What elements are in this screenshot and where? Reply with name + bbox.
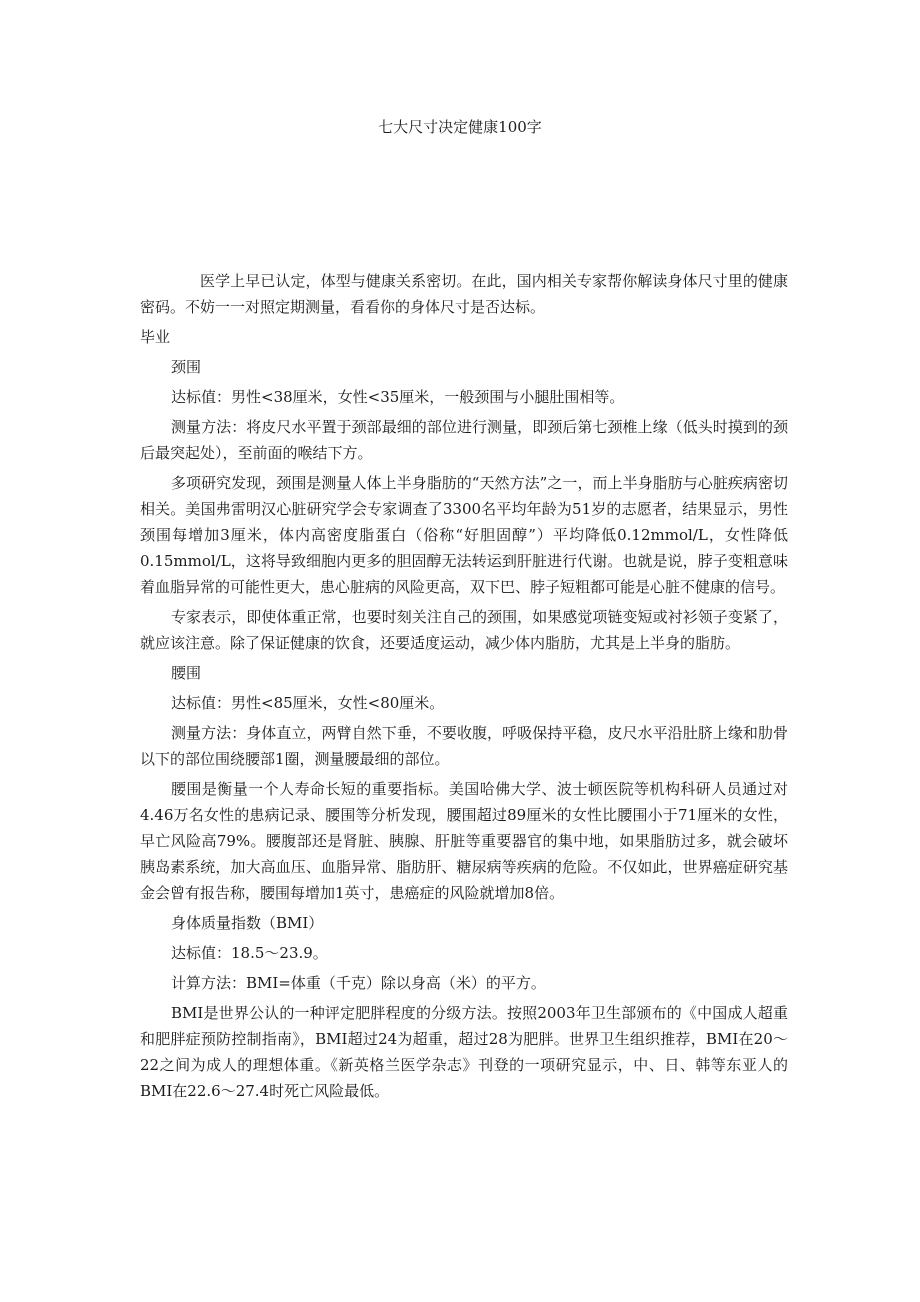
neck-heading: 颈围 <box>171 358 202 376</box>
waist-heading: 腰围 <box>171 664 202 682</box>
waist-method: 测量方法：身体直立，两臂自然下垂，不要收腹，呼吸保持平稳，皮尺水平沿肚脐上缘和肋骨以下的部位围绕腰部1圈，测量腰最细的部位。 <box>140 724 788 768</box>
intro-paragraph: 医学上早已认定，体型与健康关系密切。在此，国内相关专家帮你解读身体尺寸里的健康密码。不妨一一对照定期测量，看看你的身体尺寸是否达标。 <box>140 272 788 316</box>
bmi-method: 计算方法：BMI=体重（千克）除以身高（米）的平方。 <box>171 974 546 992</box>
waist-research: 腰围是衡量一个人寿命长短的重要指标。美国哈佛大学、波士顿医院等机构科研人员通过对4.46万名女性的患病记录、腰围等分析发现，腰围超过89厘米的女性比腰围小于71厘米的女性，早亡风险高79%。腰腹部还是肾脏、胰腺、肝脏等重要器官的集中地，如果脂肪过多，就会破坏胰岛素系统，加大高血压、血脂异常、脂肪肝、糖尿病等疾病的危险。不仅如此，世界癌症研究基金会曾有报告称，腰围每增加1英寸，患癌症的风险就增加8倍。 <box>140 780 788 902</box>
neck-research: 多项研究发现，颈围是测量人体上半身脂肪的“天然方法”之一，而上半身脂肪与心脏疾病密切相关。美国弗雷明汉心脏研究学会专家调查了3300名平均年龄为51岁的志愿者，结果显示，男性颈围每增加3厘米，体内高密度脂蛋白（俗称“好胆固醇”）平均降低0.12mmol/L，女性降低0.15mmol/L，这将导致细胞内更多的胆固醇无法转运到肝脏进行代谢。也就是说，脖子变粗意味着血脂异常的可能性更大，患心脏病的风险更高，双下巴、脖子短粗都可能是心脏不健康的信号。 <box>140 474 788 596</box>
bmi-heading: 身体质量指数（BMI） <box>171 914 324 932</box>
waist-standard: 达标值：男性<85厘米，女性<80厘米。 <box>171 694 445 712</box>
document-body <box>140 268 788 1108</box>
neck-advice: 专家表示，即使体重正常，也要时刻关注自己的颈围，如果感觉项链变短或衬衫领子变紧了，就应该注意。除了保证健康的饮食，还要适度运动，减少体内脂肪，尤其是上半身的脂肪。 <box>140 608 788 652</box>
document-title: 七大尺寸决定健康100字 <box>378 118 542 136</box>
section-label: 毕业 <box>140 328 171 346</box>
neck-standard: 达标值：男性<38厘米，女性<35厘米，一般颈围与小腿肚围相等。 <box>171 388 625 406</box>
bmi-research: BMI是世界公认的一种评定肥胖程度的分级方法。按照2003年卫生部颁布的《中国成人超重和肥胖症预防控制指南》，BMI超过24为超重，超过28为肥胖。世界卫生组织推荐，BMI在20～22之间为成人的理想体重。《新英格兰医学杂志》刊登的一项研究显示，中、日、韩等东亚人的BMI在22.6～27.4时死亡风险最低。 <box>140 1004 788 1100</box>
neck-method: 测量方法：将皮尺水平置于颈部最细的部位进行测量，即颈后第七颈椎上缘（低头时摸到的颈后最突起处），至前面的喉结下方。 <box>140 418 788 462</box>
bmi-standard: 达标值：18.5～23.9。 <box>171 944 328 962</box>
